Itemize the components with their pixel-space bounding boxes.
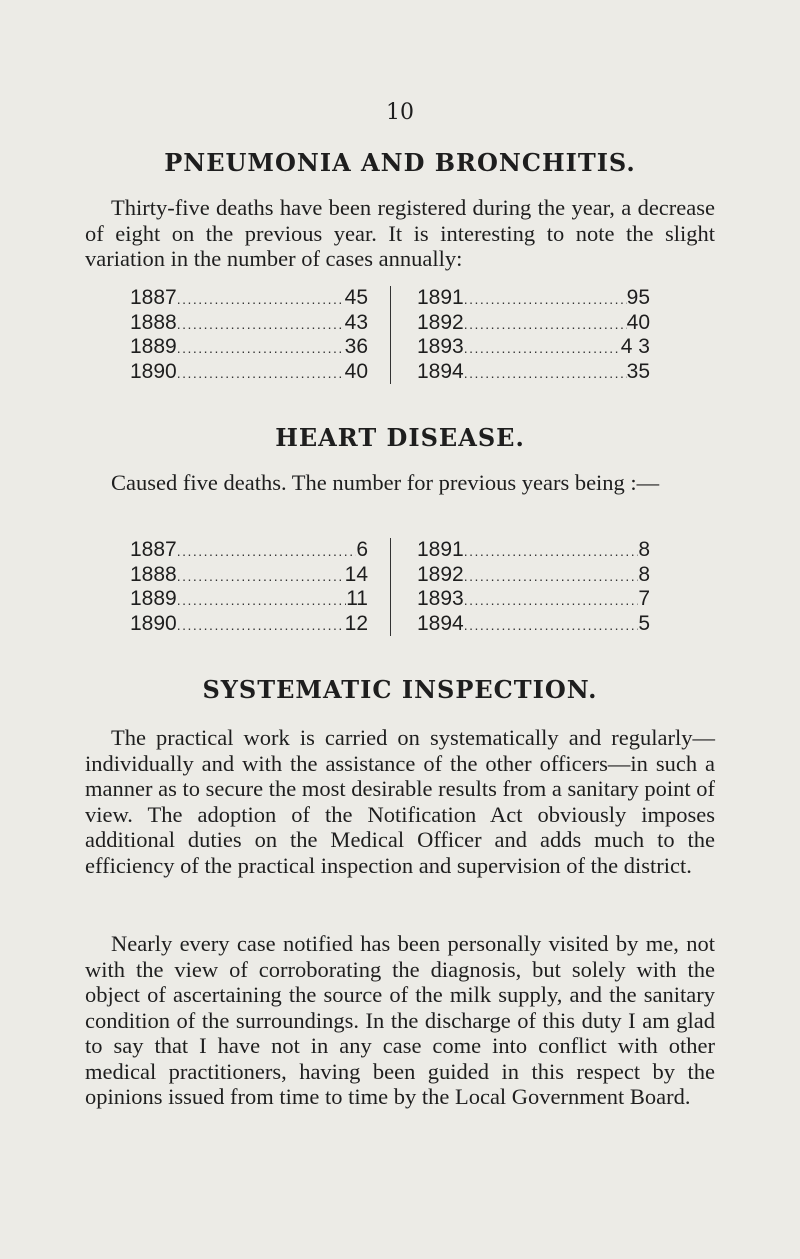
table-row <box>417 286 650 311</box>
leader-dots <box>177 287 345 312</box>
year-cell: 1889 <box>130 335 177 358</box>
value-cell: 7 <box>638 587 650 610</box>
year-cell: 1888 <box>130 310 177 334</box>
value-cell: 4 3 <box>620 335 650 358</box>
leader-dots <box>464 588 639 613</box>
leader-dots <box>464 287 627 312</box>
section-title-systematic-inspection: SYSTEMATIC INSPECTION. <box>202 675 598 704</box>
leader-dots <box>464 361 627 386</box>
table-row <box>417 360 650 385</box>
paragraph-inspection-2-text: Nearly every case notified has been personally visited by me, not with the view of corroborating the diagnosis, but solely with the object of ascertaining the source of the milk supply, and the sanitary condition of the surroundings. In the discharge of this duty I am glad to say that I have not in any case come into conflict with other medical practitioners, having been guided in this respect by the opinions issued from time to time by the Local Government Board. <box>85 931 715 1109</box>
section-title-pneumonia: PNEUMONIA AND BRONCHITIS. <box>164 148 636 177</box>
value-cell: 8 <box>638 538 650 561</box>
leader-dots <box>177 336 345 361</box>
leader-dots <box>464 312 627 337</box>
table-row <box>417 587 650 612</box>
table-row <box>130 360 390 385</box>
paragraph-pneumonia <box>85 195 715 272</box>
year-cell: 1890 <box>130 359 177 383</box>
leader-dots <box>177 539 357 564</box>
table-row <box>130 563 390 588</box>
paragraph-heart-disease-text: Caused five deaths. The number for previous years being :— <box>111 470 660 495</box>
value-cell: 36 <box>344 335 368 358</box>
year-cell: 1892 <box>417 310 464 334</box>
year-cell: 1894 <box>417 359 464 383</box>
paragraph-pneumonia-text: Thirty-five deaths have been registered during the year, a decrease of eight on the previous year. It is interesting to note the slight variation in the number of cases annually: <box>85 195 715 271</box>
leader-dots <box>177 361 345 386</box>
table-row <box>130 311 390 336</box>
year-cell: 1893 <box>417 587 464 610</box>
leader-dots <box>464 539 639 564</box>
table-pneumonia-right-column <box>390 286 650 384</box>
table-pneumonia-left-column <box>130 286 390 384</box>
value-cell: 5 <box>638 611 650 635</box>
year-cell: 1891 <box>417 286 464 309</box>
table-row <box>417 563 650 588</box>
value-cell: 11 <box>346 587 368 610</box>
year-cell: 1887 <box>130 538 177 561</box>
leader-dots <box>177 588 346 613</box>
table-row <box>130 335 390 360</box>
value-cell: 43 <box>344 310 368 334</box>
table-heart-right-column <box>390 538 650 636</box>
value-cell: 6 <box>356 538 368 561</box>
paragraph-heart-disease <box>85 470 715 496</box>
year-cell: 1888 <box>130 562 177 586</box>
table-row <box>130 612 390 637</box>
leader-dots <box>464 564 639 589</box>
value-cell: 12 <box>344 611 368 635</box>
year-cell: 1894 <box>417 611 464 635</box>
leader-dots <box>464 336 621 361</box>
table-row <box>417 311 650 336</box>
paragraph-inspection-1 <box>85 725 715 878</box>
value-cell: 95 <box>626 286 650 309</box>
value-cell: 35 <box>626 359 650 383</box>
paragraph-inspection-2 <box>85 931 715 1110</box>
value-cell: 14 <box>344 562 368 586</box>
leader-dots <box>177 613 345 638</box>
year-cell: 1887 <box>130 286 177 309</box>
value-cell: 40 <box>626 310 650 334</box>
value-cell: 45 <box>344 286 368 309</box>
section-title-heart-disease: HEART DISEASE. <box>275 423 525 452</box>
table-row <box>130 286 390 311</box>
year-cell: 1890 <box>130 611 177 635</box>
value-cell: 8 <box>638 562 650 586</box>
table-row <box>130 587 390 612</box>
table-heart-disease <box>130 538 650 636</box>
leader-dots <box>464 613 639 638</box>
page-number: 10 <box>386 100 414 125</box>
leader-dots <box>177 564 345 589</box>
value-cell: 40 <box>344 359 368 383</box>
table-row <box>130 538 390 563</box>
table-row <box>417 538 650 563</box>
leader-dots <box>177 312 345 337</box>
table-row <box>417 335 650 360</box>
year-cell: 1889 <box>130 587 177 610</box>
year-cell: 1893 <box>417 335 464 358</box>
year-cell: 1892 <box>417 562 464 586</box>
paragraph-inspection-1-text: The practical work is carried on systematically and regularly—individually and with the assistance of the other officers—in such a manner as to secure the most desirable results from a sanitary point of view. The adoption of the Notification Act obviously imposes additional duties on the Medical Officer and adds much to the efficiency of the practical inspection and supervision of the district. <box>85 725 715 878</box>
year-cell: 1891 <box>417 538 464 561</box>
table-row <box>417 612 650 637</box>
table-pneumonia <box>130 286 650 384</box>
table-heart-left-column <box>130 538 390 636</box>
